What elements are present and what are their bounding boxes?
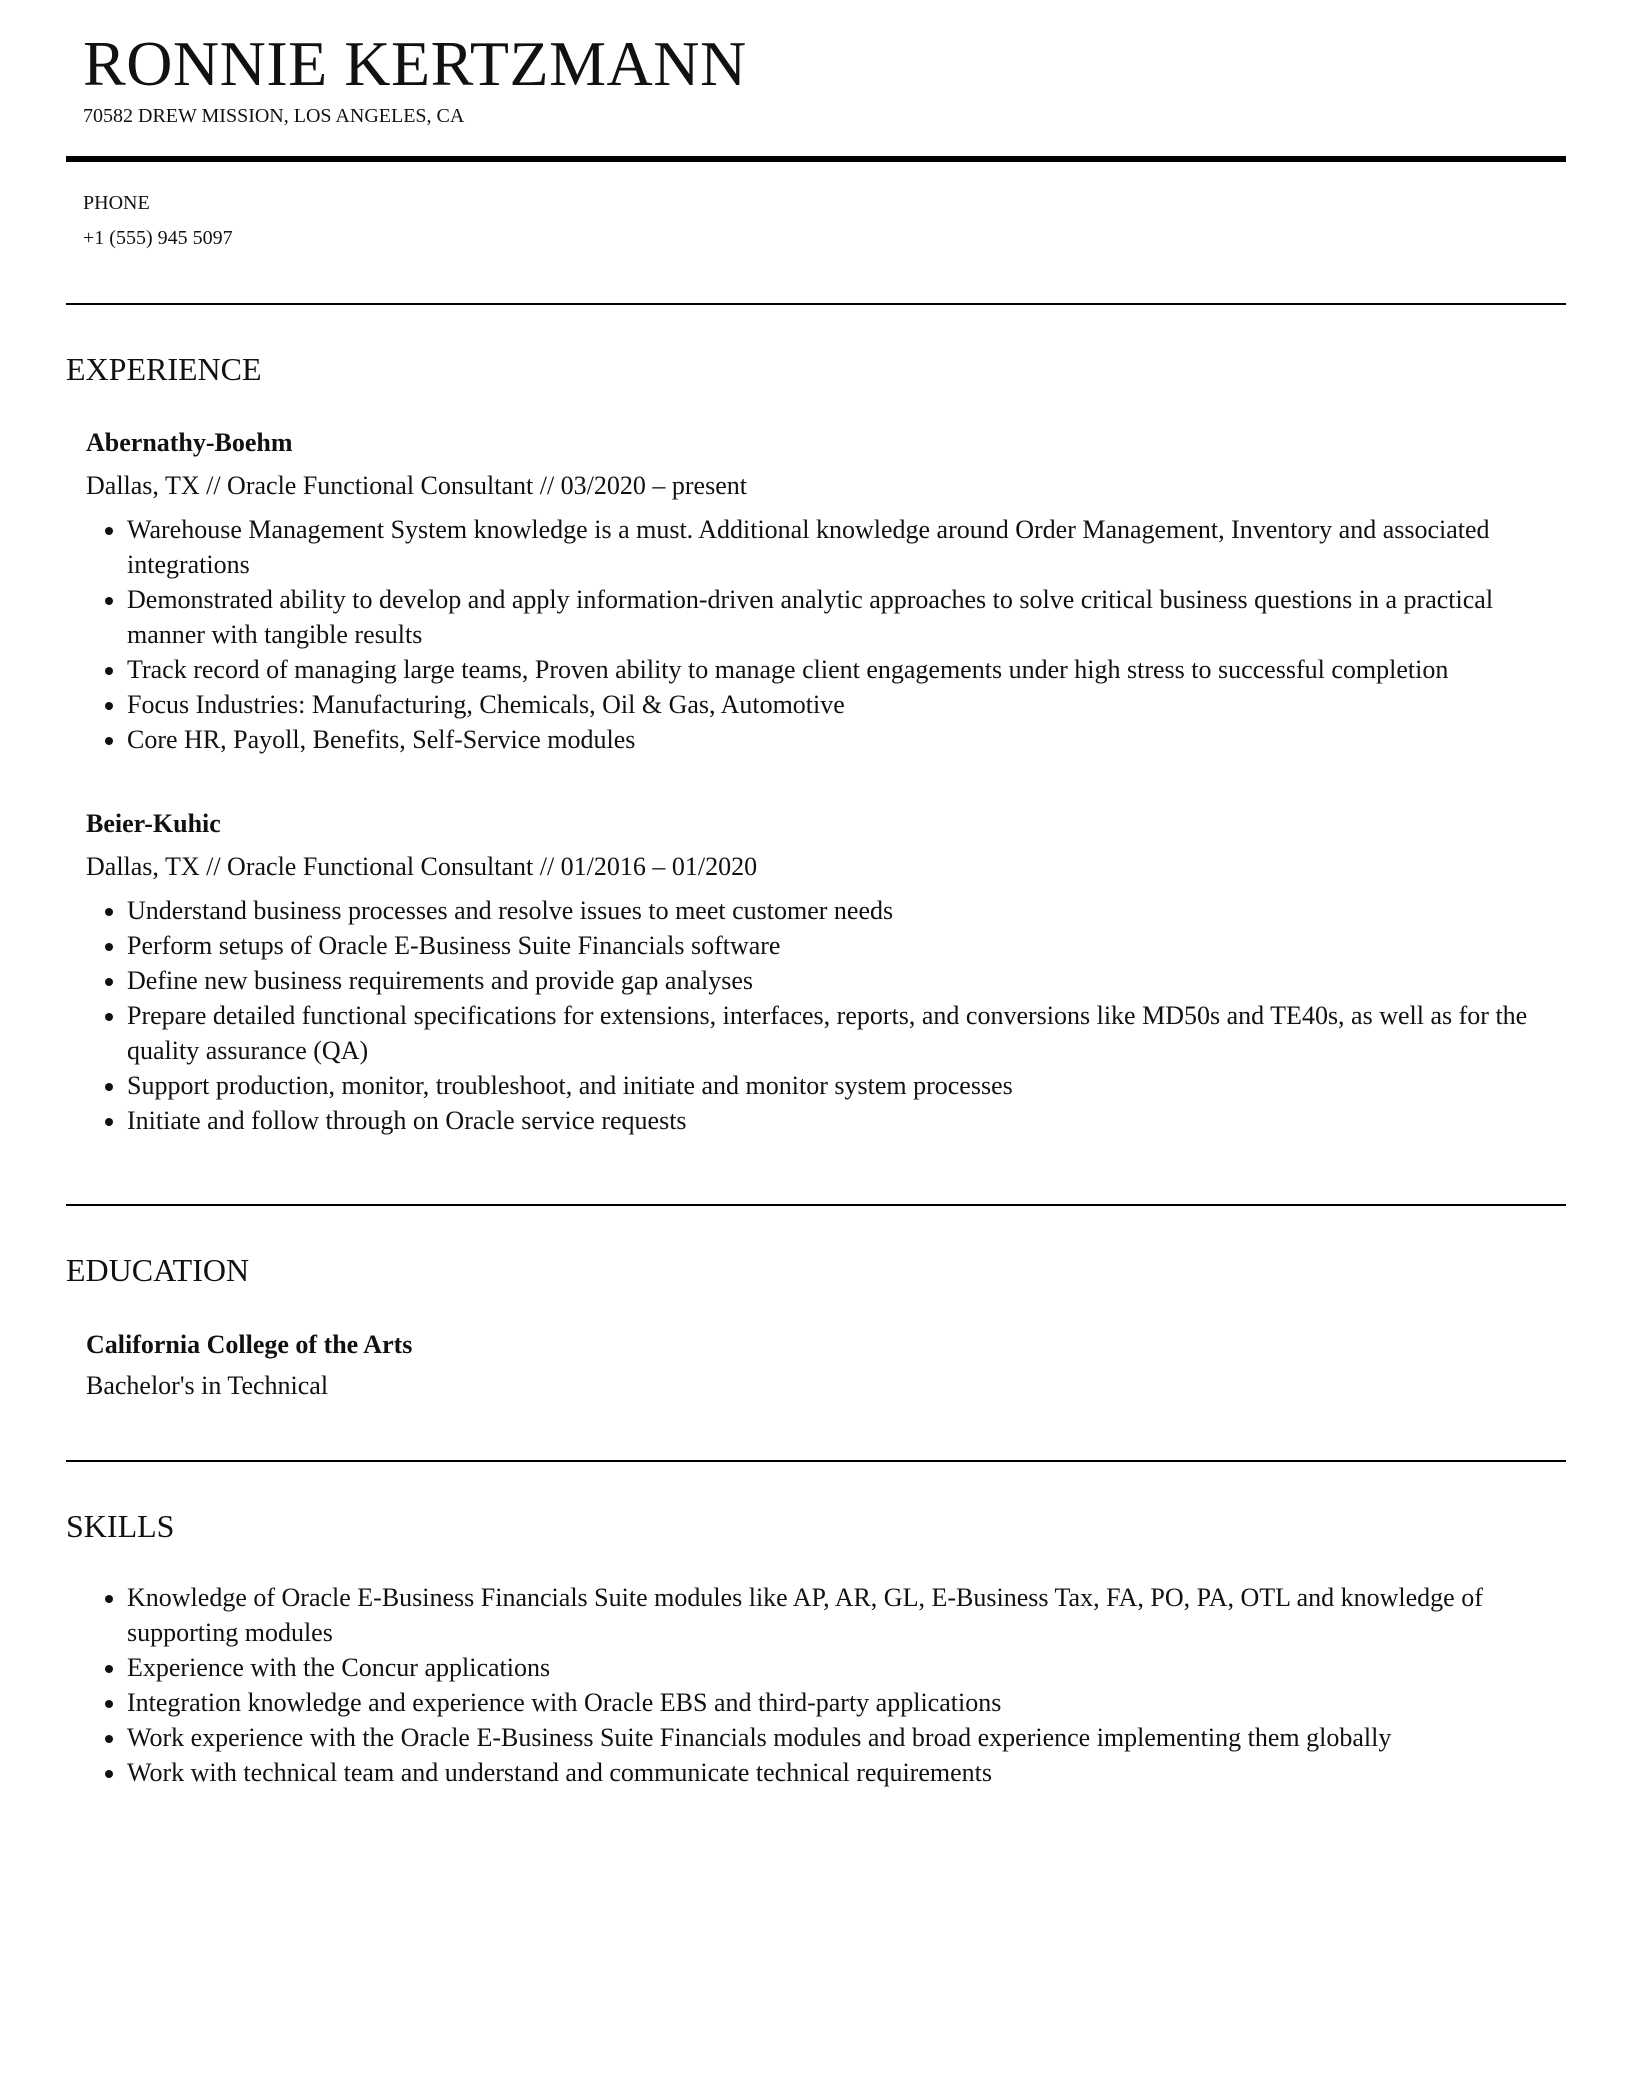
job-entry — [66, 806, 1566, 1138]
list-item: • Work with technical team and understand and communicate technical requirements — [127, 1755, 1566, 1790]
candidate-name: RONNIE KERTZMANN — [83, 28, 747, 99]
list-item: • Work experience with the Oracle E-Business Suite Financials modules and broad experience implementing them globally — [127, 1720, 1566, 1755]
job-meta: Dallas, TX // Oracle Functional Consultant // 01/2016 – 01/2020 — [86, 852, 758, 881]
job-entry — [66, 425, 1566, 757]
list-item: • Experience with the Concur applications — [127, 1650, 1566, 1685]
school-name: California College of the Arts — [86, 1330, 413, 1359]
address: 70582 DREW MISSION, LOS ANGELES, CA — [83, 105, 465, 127]
list-item: • Knowledge of Oracle E-Business Financials Suite modules like AP, AR, GL, E-Business Tax, FA, PO, PA, OTL and knowledge of supporting modules — [127, 1580, 1566, 1650]
list-item: • Perform setups of Oracle E-Business Suite Financials software — [127, 928, 1566, 963]
list-item: • Warehouse Management System knowledge is a must. Additional knowledge around Order Management, Inventory and associated integrations — [127, 512, 1566, 582]
list-item: • Prepare detailed functional specifications for extensions, interfaces, reports, and conversions like MD50s and TE40s, as well as for the quality assurance (QA) — [127, 998, 1566, 1068]
list-item: • Support production, monitor, troubleshoot, and initiate and monitor system processes — [127, 1068, 1566, 1103]
list-item: • Initiate and follow through on Oracle service requests — [127, 1103, 1566, 1138]
list-item: • Integration knowledge and experience with Oracle EBS and third-party applications — [127, 1685, 1566, 1720]
list-item: • Demonstrated ability to develop and apply information-driven analytic approaches to solve critical business questions in a practical manner with tangible results — [127, 582, 1566, 652]
section-title-skills: SKILLS — [66, 1508, 175, 1544]
header-divider — [66, 156, 1566, 162]
phone-number: +1 (555) 945 5097 — [83, 227, 233, 249]
experience-section — [66, 349, 1566, 1138]
list-item: • Understand business processes and resolve issues to meet customer needs — [127, 893, 1566, 928]
section-title-education: EDUCATION — [66, 1252, 250, 1288]
section-title-experience: EXPERIENCE — [66, 351, 262, 387]
job-bullets — [86, 893, 1566, 1138]
job-bullets — [86, 512, 1566, 757]
section-divider — [66, 303, 1566, 305]
company-name: Abernathy-Boehm — [86, 428, 293, 457]
list-item: • Core HR, Payoll, Benefits, Self-Service modules — [127, 722, 1566, 757]
skills-list — [86, 1580, 1566, 1790]
skills-section — [66, 1506, 1566, 1790]
company-name: Beier-Kuhic — [86, 809, 221, 838]
degree: Bachelor's in Technical — [86, 1371, 329, 1400]
list-item: • Focus Industries: Manufacturing, Chemicals, Oil & Gas, Automotive — [127, 687, 1566, 722]
education-section — [66, 1250, 1566, 1403]
list-item: • Define new business requirements and provide gap analyses — [127, 963, 1566, 998]
section-divider — [66, 1460, 1566, 1462]
list-item: • Track record of managing large teams, Proven ability to manage client engagements under high stress to successful completion — [127, 652, 1566, 687]
resume — [66, 0, 1566, 1790]
phone-label: PHONE — [83, 192, 150, 214]
section-divider — [66, 1204, 1566, 1206]
job-meta: Dallas, TX // Oracle Functional Consultant // 03/2020 – present — [86, 471, 747, 500]
